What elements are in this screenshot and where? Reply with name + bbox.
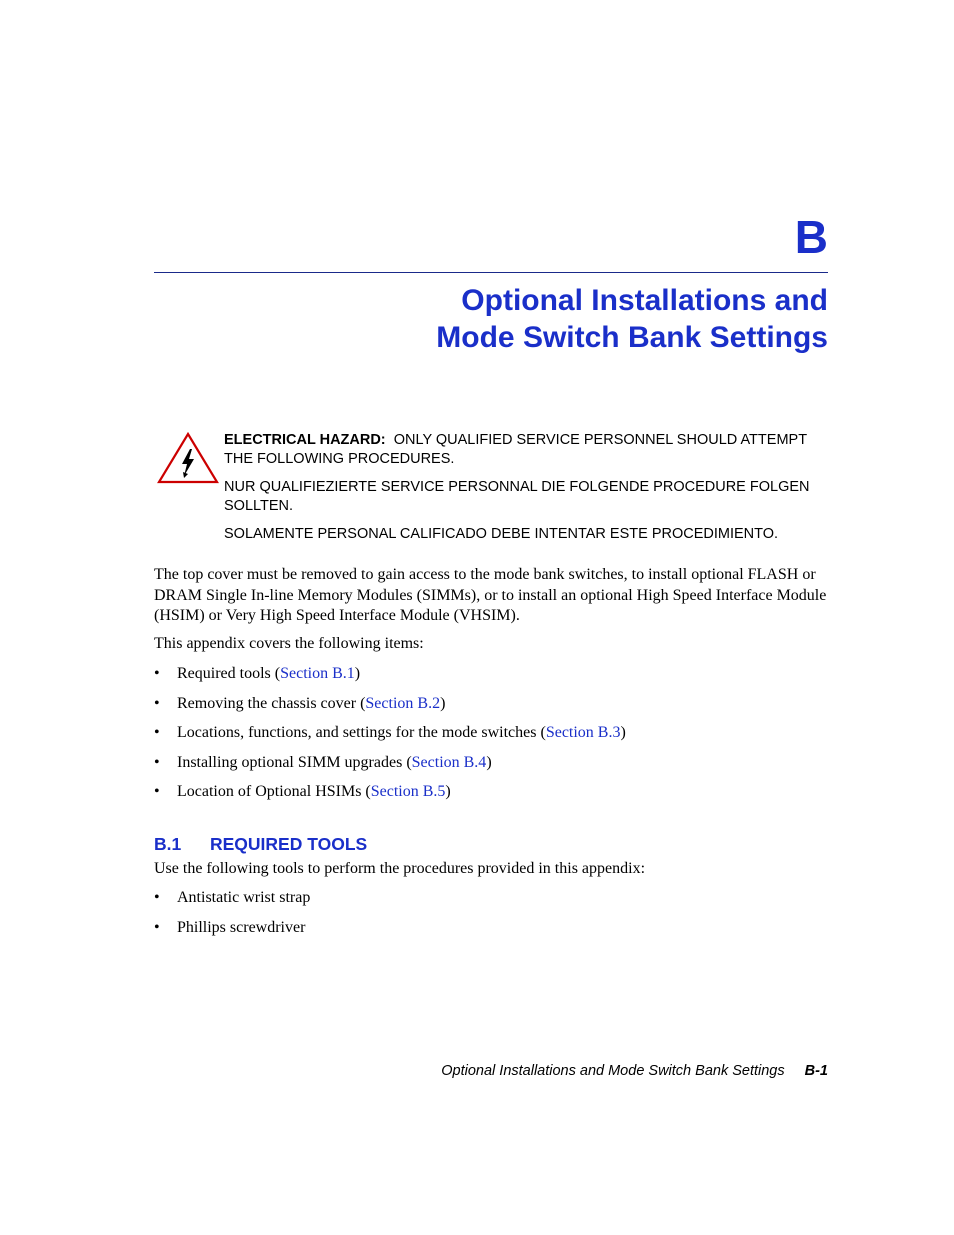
chapter-title [436, 282, 828, 356]
footer-title: Optional Installations and Mode Switch Bank Settings [441, 1063, 785, 1079]
list-item-suffix: ) [486, 753, 492, 771]
bullet: • [154, 753, 160, 771]
page-number: B-1 [804, 1063, 828, 1079]
page-footer [441, 1061, 828, 1081]
bullet: • [154, 918, 160, 936]
list-item [154, 753, 834, 783]
hazard-spanish: SOLAMENTE PERSONAL CALIFICADO DEBE INTENTAR ESTE PROCEDIMIENTO. [224, 526, 779, 542]
bullet: • [154, 783, 160, 801]
list-item [154, 888, 834, 918]
list-item [154, 782, 834, 812]
hazard-english-text: ONLY QUALIFIED SERVICE PERSONNEL SHOULD ATTEMPT THE FOLLOWING PROCEDURES. [224, 432, 807, 467]
list-item-suffix: ) [445, 783, 451, 801]
chapter-letter: B [794, 211, 828, 263]
electrical-hazard-warning-icon [157, 432, 219, 484]
list-item-suffix: ) [354, 665, 361, 682]
list-item [154, 723, 834, 753]
list-item [154, 664, 834, 694]
bullet: • [154, 665, 160, 682]
section-link[interactable]: Section B.5 [370, 783, 446, 801]
list-item-suffix: ) [440, 694, 446, 712]
list-item-text: Location of Optional HSIMs ( [177, 783, 371, 801]
appendix-items-list [154, 664, 834, 812]
chapter-title-line-2: Mode Switch Bank Settings [436, 321, 828, 354]
section-title: REQUIRED TOOLS [210, 834, 368, 854]
section-link[interactable]: Section B.1 [280, 665, 355, 682]
section-number: B.1 [154, 834, 182, 854]
section-heading [154, 833, 367, 855]
tools-intro: Use the following tools to perform the procedures provided in this appendix: [154, 860, 646, 877]
hazard-notice [224, 431, 834, 553]
bullet: • [154, 724, 160, 742]
list-item-text: Installing optional SIMM upgrades ( [177, 753, 412, 771]
bullet: • [154, 694, 160, 712]
list-item-text: Phillips screwdriver [177, 918, 306, 936]
list-item-text: Locations, functions, and settings for the mode switches ( [177, 724, 546, 742]
list-item-text: Removing the chassis cover ( [177, 694, 366, 712]
list-item [154, 694, 834, 724]
hazard-label: ELECTRICAL HAZARD: [224, 432, 386, 448]
hazard-english [224, 431, 834, 469]
section-link[interactable]: Section B.4 [411, 753, 487, 771]
list-item [154, 918, 834, 948]
chapter-title-line-1: Optional Installations and [461, 284, 828, 317]
section-link[interactable]: Section B.3 [545, 724, 621, 742]
hazard-german: NUR QUALIFIEZIERTE SERVICE PERSONNAL DIE FOLGENDE PROCEDURE FOLGEN SOLLTEN. [224, 479, 810, 514]
list-item-suffix: ) [620, 724, 626, 742]
tools-list [154, 888, 834, 947]
list-item-text: Required tools ( [177, 665, 281, 682]
chapter-divider [154, 272, 828, 273]
intro-paragraph [154, 565, 834, 627]
list-item-text: Antistatic wrist strap [177, 889, 311, 906]
bullet: • [154, 889, 160, 906]
intro-paragraph-text: The top cover must be removed to gain access to the mode bank switches, to install optional FLASH or DRAM Single In-line Memory Modules (SIMMs), or to install an optional High Speed Interface Module (HSIM) or Very High Speed Interface Module (VHSIM). [154, 566, 827, 624]
section-link[interactable]: Section B.2 [365, 694, 441, 712]
covers-intro: This appendix covers the following items: [154, 635, 424, 652]
